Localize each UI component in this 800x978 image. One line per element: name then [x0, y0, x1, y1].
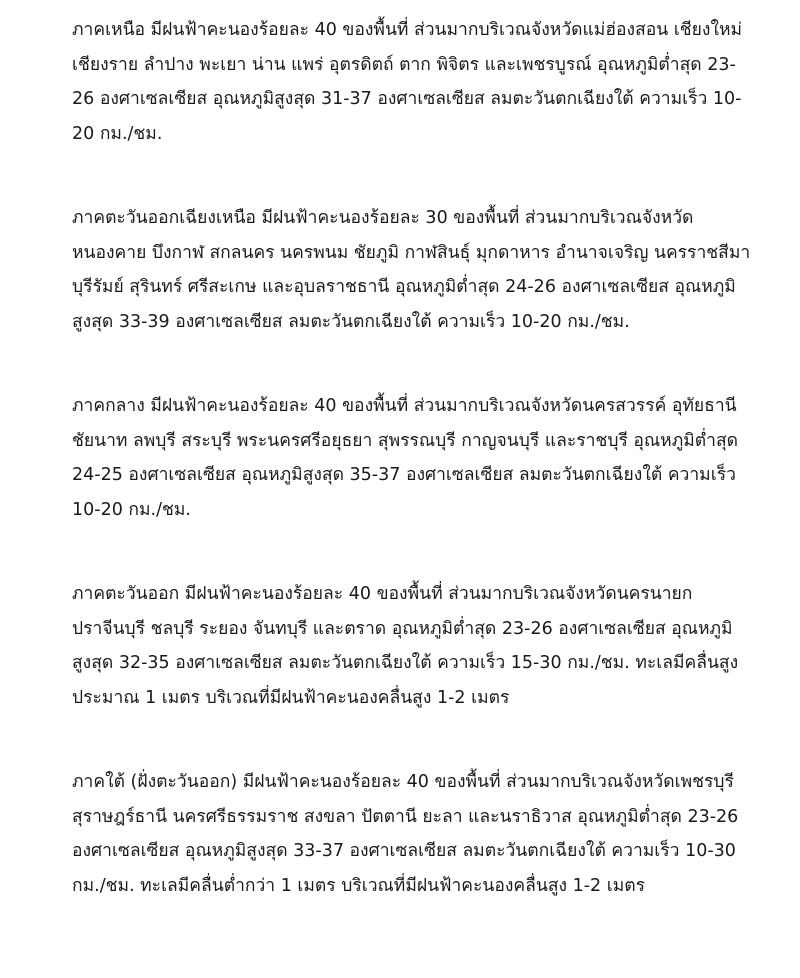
forecast-northeast-paragraph: ภาคตะวันออกเฉียงเหนือ มีฝนฟ้าคะนองร้อยละ 30 ของพื้นที่ ส่วนมากบริเวณจังหวัดหนองคาย บึงกาฬ สกลนคร นครพนม ชัยภูมิ กาฬสินธุ์ มุกดาหาร อำนาจเจริญ นครราชสีมา บุรีรัมย์ สุรินทร์ ศรีสะเกษ และอุบลราชธานี อุณหภูมิต่ำสุด 24-26 องศาเซลเซียส อุณหภูมิสูงสุด 33-39 องศาเซลเซียส ลมตะวันตกเฉียงใต้ ความเร็ว 10-20 กม./ชม. — [72, 208, 751, 332]
forecast-south-east-coast-paragraph: ภาคใต้ (ฝั่งตะวันออก) มีฝนฟ้าคะนองร้อยละ 40 ของพื้นที่ ส่วนมากบริเวณจังหวัดเพชรบุรี สุราษฎร์ธานี นครศรีธรรมราช สงขลา ปัตตานี ยะลา และนราธิวาส อุณหภูมิต่ำสุด 23-26 องศาเซลเซียส อุณหภูมิสูงสุด 33-37 องศาเซลเซียส ลมตะวันตกเฉียงใต้ ความเร็ว 10-30 กม./ชม. ทะเลมีคลื่นต่ำกว่า 1 เมตร บริเวณที่มีฝนฟ้าคะนองคลื่นสูง 1-2 เมตร — [72, 772, 739, 896]
forecast-north-paragraph: ภาคเหนือ มีฝนฟ้าคะนองร้อยละ 40 ของพื้นที่ ส่วนมากบริเวณจังหวัดแม่ฮ่องสอน เชียงใหม่ เชียงราย ลำปาง พะเยา น่าน แพร่ อุตรดิตถ์ ตาก พิจิตร และเพชรบูรณ์ อุณหภูมิต่ำสุด 23-26 องศาเซลเซียส อุณหภูมิสูงสุด 31-37 องศาเซลเซียส ลมตะวันตกเฉียงใต้ ความเร็ว 10-20 กม./ชม. — [72, 20, 743, 144]
weather-forecast-article — [72, 13, 752, 903]
forecast-east-paragraph: ภาคตะวันออก มีฝนฟ้าคะนองร้อยละ 40 ของพื้นที่ ส่วนมากบริเวณจังหวัดนครนายก ปราจีนบุรี ชลบุรี ระยอง จันทบุรี และตราด อุณหภูมิต่ำสุด 23-26 องศาเซลเซียส อุณหภูมิสูงสุด 32-35 องศาเซลเซียส ลมตะวันตกเฉียงใต้ ความเร็ว 15-30 กม./ชม. ทะเลมีคลื่นสูงประมาณ 1 เมตร บริเวณที่มีฝนฟ้าคะนองคลื่นสูง 1-2 เมตร — [72, 584, 739, 708]
forecast-central-paragraph: ภาคกลาง มีฝนฟ้าคะนองร้อยละ 40 ของพื้นที่ ส่วนมากบริเวณจังหวัดนครสวรรค์ อุทัยธานี ชัยนาท ลพบุรี สระบุรี พระนครศรีอยุธยา สุพรรณบุรี กาญจนบุรี และราชบุรี อุณหภูมิต่ำสุด 24-25 องศาเซลเซียส อุณหภูมิสูงสุด 35-37 องศาเซลเซียส ลมตะวันตกเฉียงใต้ ความเร็ว 10-20 กม./ชม. — [72, 396, 739, 520]
